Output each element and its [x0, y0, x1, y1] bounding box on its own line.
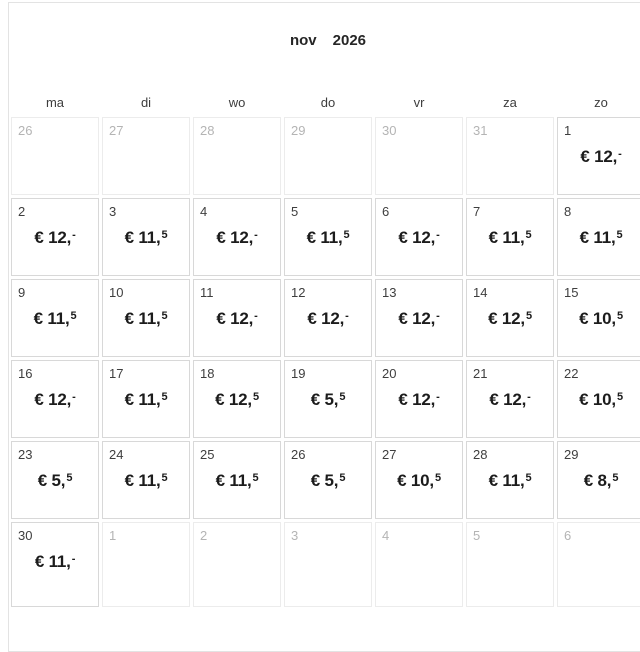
- price-main: € 12,: [34, 390, 72, 409]
- day-cell[interactable]: [193, 441, 281, 519]
- day-number: 6: [382, 204, 390, 219]
- price-main: € 11,: [124, 309, 161, 328]
- price-decimal: -: [72, 391, 76, 403]
- price-calendar-card: [8, 2, 640, 652]
- price-decimal: -: [618, 148, 622, 160]
- day-cell-adjacent: [102, 117, 190, 195]
- day-cell[interactable]: [193, 279, 281, 357]
- price-label: [382, 309, 456, 331]
- price-label: [200, 471, 274, 493]
- day-number: 13: [382, 285, 397, 300]
- day-cell[interactable]: [102, 198, 190, 276]
- price-label: [473, 390, 547, 412]
- day-number: 12: [291, 285, 306, 300]
- price-decimal: -: [436, 391, 440, 403]
- price-decimal: 5: [252, 391, 259, 403]
- price-main: € 11,: [34, 552, 71, 571]
- day-cell[interactable]: [284, 198, 372, 276]
- price-main: € 12,: [398, 390, 436, 409]
- price-main: € 10,: [397, 471, 434, 490]
- day-number: 14: [473, 285, 488, 300]
- price-decimal: -: [345, 310, 349, 322]
- day-cell[interactable]: [557, 279, 640, 357]
- day-number: 30: [382, 123, 397, 138]
- day-number: 25: [200, 447, 215, 462]
- price-label: [200, 390, 274, 412]
- year-select[interactable]: 2026: [332, 32, 367, 49]
- day-cell-adjacent: [193, 117, 281, 195]
- day-number: 1: [109, 528, 117, 543]
- price-main: € 11,: [33, 309, 70, 328]
- price-label: [109, 309, 183, 331]
- price-label: [291, 471, 365, 493]
- price-decimal: -: [72, 229, 76, 241]
- price-main: € 12,: [307, 309, 345, 328]
- price-decimal: 5: [525, 310, 532, 322]
- day-number: 26: [18, 123, 33, 138]
- day-cell[interactable]: [11, 441, 99, 519]
- price-decimal: -: [436, 229, 440, 241]
- price-decimal: 5: [616, 391, 623, 403]
- day-cell[interactable]: [466, 279, 554, 357]
- price-label: [382, 471, 456, 493]
- day-number: 7: [473, 204, 481, 219]
- price-decimal: 5: [616, 229, 623, 241]
- day-cell-adjacent: [11, 117, 99, 195]
- price-label: [200, 228, 274, 250]
- price-decimal: 5: [161, 472, 168, 484]
- price-label: [200, 309, 274, 331]
- price-main: € 5,: [310, 390, 339, 409]
- day-cell[interactable]: [11, 198, 99, 276]
- day-number: 5: [291, 204, 299, 219]
- day-number: 23: [18, 447, 33, 462]
- day-number: 31: [473, 123, 488, 138]
- price-decimal: 5: [612, 472, 619, 484]
- price-label: [564, 147, 638, 169]
- day-cell-adjacent: [284, 117, 372, 195]
- day-number: 9: [18, 285, 26, 300]
- calendar-month-header: [11, 3, 640, 50]
- price-label: [473, 228, 547, 250]
- price-decimal: 5: [66, 472, 73, 484]
- day-number: 2: [18, 204, 26, 219]
- day-number: 4: [200, 204, 208, 219]
- day-cell-adjacent: [466, 117, 554, 195]
- price-decimal: -: [527, 391, 531, 403]
- price-decimal: 5: [339, 472, 346, 484]
- price-main: € 11,: [124, 228, 161, 247]
- day-number: 3: [291, 528, 299, 543]
- price-label: [109, 228, 183, 250]
- calendar-grid: [11, 117, 640, 607]
- day-number: 27: [109, 123, 124, 138]
- day-cell[interactable]: [466, 198, 554, 276]
- weekday-label-za: za: [503, 95, 517, 110]
- price-label: [564, 228, 638, 250]
- day-number: 29: [564, 447, 579, 462]
- price-main: € 11,: [488, 228, 525, 247]
- price-main: € 8,: [583, 471, 612, 490]
- day-cell-adjacent: [284, 522, 372, 607]
- price-label: [291, 228, 365, 250]
- price-decimal: 5: [525, 472, 532, 484]
- price-decimal: 5: [343, 229, 350, 241]
- weekday-label-do: do: [320, 95, 336, 110]
- price-main: € 5,: [37, 471, 66, 490]
- day-number: 6: [564, 528, 572, 543]
- day-cell[interactable]: [284, 360, 372, 438]
- price-main: € 12,: [398, 309, 436, 328]
- price-main: € 11,: [215, 471, 252, 490]
- day-number: 26: [291, 447, 306, 462]
- day-cell-adjacent: [193, 522, 281, 607]
- price-label: [291, 390, 365, 412]
- price-main: € 11,: [579, 228, 616, 247]
- day-number: 15: [564, 285, 579, 300]
- price-label: [564, 471, 638, 493]
- day-number: 8: [564, 204, 572, 219]
- day-cell[interactable]: [102, 441, 190, 519]
- price-decimal: 5: [616, 310, 623, 322]
- price-label: [18, 552, 92, 574]
- month-select[interactable]: nov: [289, 32, 317, 49]
- day-cell[interactable]: [557, 117, 640, 195]
- price-decimal: 5: [525, 229, 532, 241]
- day-number: 28: [473, 447, 488, 462]
- price-decimal: 5: [339, 391, 346, 403]
- weekday-header-row: [11, 95, 640, 110]
- day-number: 2: [200, 528, 208, 543]
- day-cell[interactable]: [466, 360, 554, 438]
- price-label: [382, 390, 456, 412]
- day-number: 3: [109, 204, 117, 219]
- price-decimal: -: [254, 310, 258, 322]
- day-number: 28: [200, 123, 215, 138]
- day-number: 1: [564, 123, 572, 138]
- price-label: [473, 471, 547, 493]
- price-main: € 12,: [216, 309, 254, 328]
- day-number: 5: [473, 528, 481, 543]
- day-cell[interactable]: [284, 279, 372, 357]
- day-number: 11: [200, 285, 214, 300]
- price-label: [382, 228, 456, 250]
- price-label: [18, 390, 92, 412]
- weekday-label-ma: ma: [45, 95, 65, 110]
- price-decimal: 5: [161, 310, 168, 322]
- price-decimal: 5: [252, 472, 259, 484]
- day-number: 18: [200, 366, 215, 381]
- day-cell[interactable]: [11, 360, 99, 438]
- price-main: € 12,: [216, 228, 254, 247]
- price-decimal: -: [436, 310, 440, 322]
- price-main: € 10,: [579, 390, 616, 409]
- day-cell[interactable]: [557, 198, 640, 276]
- price-main: € 12,: [488, 309, 525, 328]
- day-cell[interactable]: [375, 360, 463, 438]
- weekday-label-wo: wo: [228, 95, 246, 110]
- weekday-label-zo: zo: [594, 95, 608, 110]
- price-label: [18, 471, 92, 493]
- price-label: [109, 471, 183, 493]
- day-number: 10: [109, 285, 124, 300]
- day-cell[interactable]: [11, 522, 99, 607]
- day-cell-adjacent: [102, 522, 190, 607]
- day-cell-adjacent: [557, 522, 640, 607]
- price-decimal: 5: [161, 391, 168, 403]
- day-number: 21: [473, 366, 488, 381]
- price-label: [473, 309, 547, 331]
- day-number: 4: [382, 528, 390, 543]
- day-cell[interactable]: [557, 360, 640, 438]
- day-number: 22: [564, 366, 579, 381]
- day-number: 30: [18, 528, 33, 543]
- price-main: € 12,: [580, 147, 618, 166]
- day-cell-adjacent: [466, 522, 554, 607]
- price-main: € 12,: [215, 390, 252, 409]
- day-number: 20: [382, 366, 397, 381]
- day-cell[interactable]: [375, 441, 463, 519]
- day-cell[interactable]: [375, 198, 463, 276]
- day-number: 16: [18, 366, 33, 381]
- day-number: 19: [291, 366, 306, 381]
- day-cell[interactable]: [102, 360, 190, 438]
- weekday-label-vr: vr: [413, 95, 425, 110]
- price-main: € 5,: [310, 471, 339, 490]
- price-label: [18, 228, 92, 250]
- price-label: [109, 390, 183, 412]
- price-label: [564, 390, 638, 412]
- price-decimal: -: [71, 553, 76, 565]
- day-cell[interactable]: [375, 279, 463, 357]
- day-cell[interactable]: [102, 279, 190, 357]
- price-main: € 11,: [306, 228, 343, 247]
- day-cell[interactable]: [466, 441, 554, 519]
- day-cell-adjacent: [375, 117, 463, 195]
- price-main: € 12,: [34, 228, 72, 247]
- price-label: [291, 309, 365, 331]
- day-number: 24: [109, 447, 124, 462]
- day-number: 29: [291, 123, 306, 138]
- day-cell[interactable]: [193, 360, 281, 438]
- day-cell[interactable]: [557, 441, 640, 519]
- price-main: € 12,: [398, 228, 436, 247]
- price-main: € 11,: [488, 471, 525, 490]
- price-decimal: -: [254, 229, 258, 241]
- price-decimal: 5: [70, 310, 77, 322]
- price-label: [564, 309, 638, 331]
- weekday-label-di: di: [140, 95, 152, 110]
- price-label: [18, 309, 92, 331]
- day-cell[interactable]: [284, 441, 372, 519]
- price-decimal: 5: [161, 229, 168, 241]
- day-number: 17: [109, 366, 124, 381]
- day-cell[interactable]: [193, 198, 281, 276]
- price-main: € 10,: [579, 309, 616, 328]
- day-cell[interactable]: [11, 279, 99, 357]
- price-main: € 12,: [489, 390, 527, 409]
- price-decimal: 5: [434, 472, 441, 484]
- day-cell-adjacent: [375, 522, 463, 607]
- price-main: € 11,: [124, 471, 161, 490]
- day-number: 27: [382, 447, 397, 462]
- price-main: € 11,: [124, 390, 161, 409]
